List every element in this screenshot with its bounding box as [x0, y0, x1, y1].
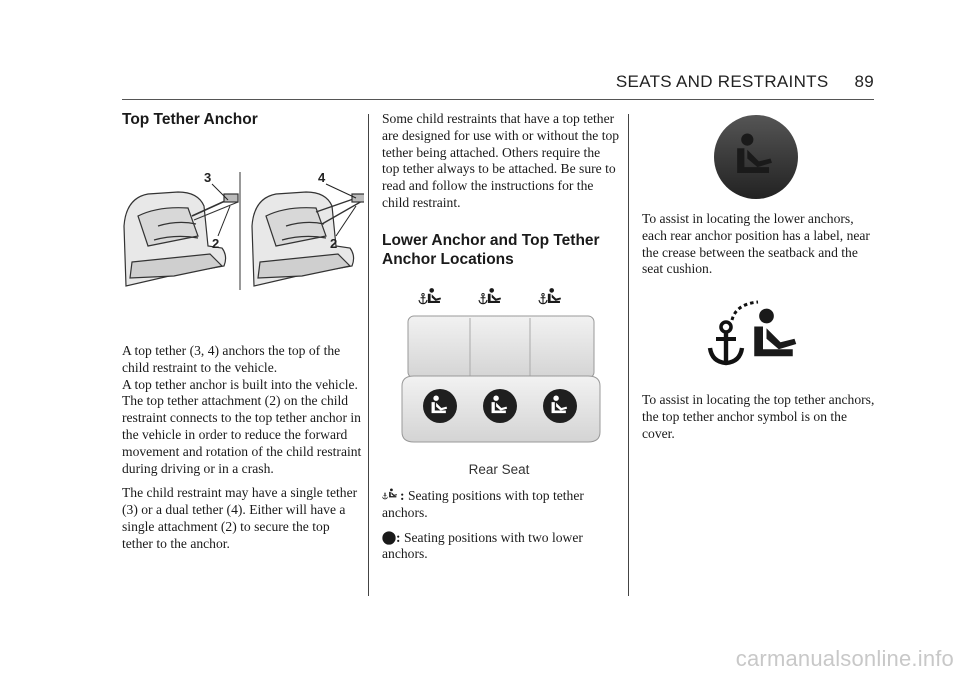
dual-tether-seat [252, 192, 364, 286]
section-title: SEATS AND RESTRAINTS [615, 72, 829, 91]
legend-item-top-tether: : Seating positions with top tether anchors. [382, 488, 584, 520]
lower-anchor-icon [543, 389, 577, 423]
label-4: 4 [318, 170, 326, 185]
paragraph: To assist in locating the top tether anchors, the top tether anchor symbol is on the cover. [642, 392, 875, 441]
single-tether-seat [124, 192, 238, 286]
left-column-text [122, 343, 362, 553]
lower-anchor-label-icon [713, 114, 799, 200]
tether-seat-illustration [118, 166, 364, 296]
middle-legend [382, 487, 618, 563]
label-2-right: 2 [330, 236, 338, 251]
header-rule [122, 99, 874, 100]
label-3: 3 [204, 170, 212, 185]
legend-text: Seating positions with top tether anchors. [382, 488, 584, 520]
paragraph: To assist in locating the lower anchors, each rear anchor position has a label, near the crease between the seatback and the seat cushion. [642, 211, 870, 277]
middle-intro-text [382, 111, 620, 212]
lower-anchor-icon [483, 389, 517, 423]
right-lower-anchor-text [642, 211, 876, 278]
label-2-left: 2 [212, 236, 220, 251]
right-top-tether-text [642, 392, 876, 442]
column-divider-left [368, 114, 369, 596]
top-tether-anchor-icon [382, 487, 400, 503]
running-header [616, 72, 874, 92]
rear-seat-caption: Rear Seat [468, 462, 530, 477]
watermark: carmanualsonline.info [735, 646, 954, 671]
top-tether-anchor-icon [539, 288, 561, 304]
top-tether-anchor-symbol-icon [706, 298, 810, 374]
legend-item-lower-anchor: : Seating positions with two lower anchors. [382, 529, 583, 562]
column-divider-right [628, 114, 629, 596]
page-number: 89 [854, 72, 874, 91]
top-tether-anchor-heading: Top Tether Anchor [122, 111, 258, 128]
top-tether-anchor-icon [479, 288, 501, 304]
legend-text: Seating positions with two lower anchors. [382, 529, 583, 562]
paragraph: The child restraint may have a single tether (3) or a dual tether (4). Either will have a single attachment (2) to secure the top tether to the anchor. [122, 485, 358, 551]
top-tether-anchor-icon [419, 288, 441, 304]
paragraph: A top tether (3, 4) anchors the top of the child restraint to the vehicle. [122, 343, 341, 375]
lower-anchor-heading: Lower Anchor and Top Tether Anchor Locations [382, 232, 600, 268]
rear-seat-illustration [398, 282, 608, 450]
paragraph: A top tether anchor is built into the vehicle. The top tether attachment (2) on the child restraint connects to the top tether anchor in the vehicle in order to reduce the forward movement and rotation of the child restraint during driving or in a crash. [122, 376, 362, 476]
paragraph: Some child restraints that have a top tether are designed for use with or without the top tether being attached. Others require the top tether always to be attached. Be sure to read and follow the instructions for the child restraint. [382, 111, 620, 210]
lower-anchor-icon [382, 531, 396, 545]
lower-anchor-icon [423, 389, 457, 423]
